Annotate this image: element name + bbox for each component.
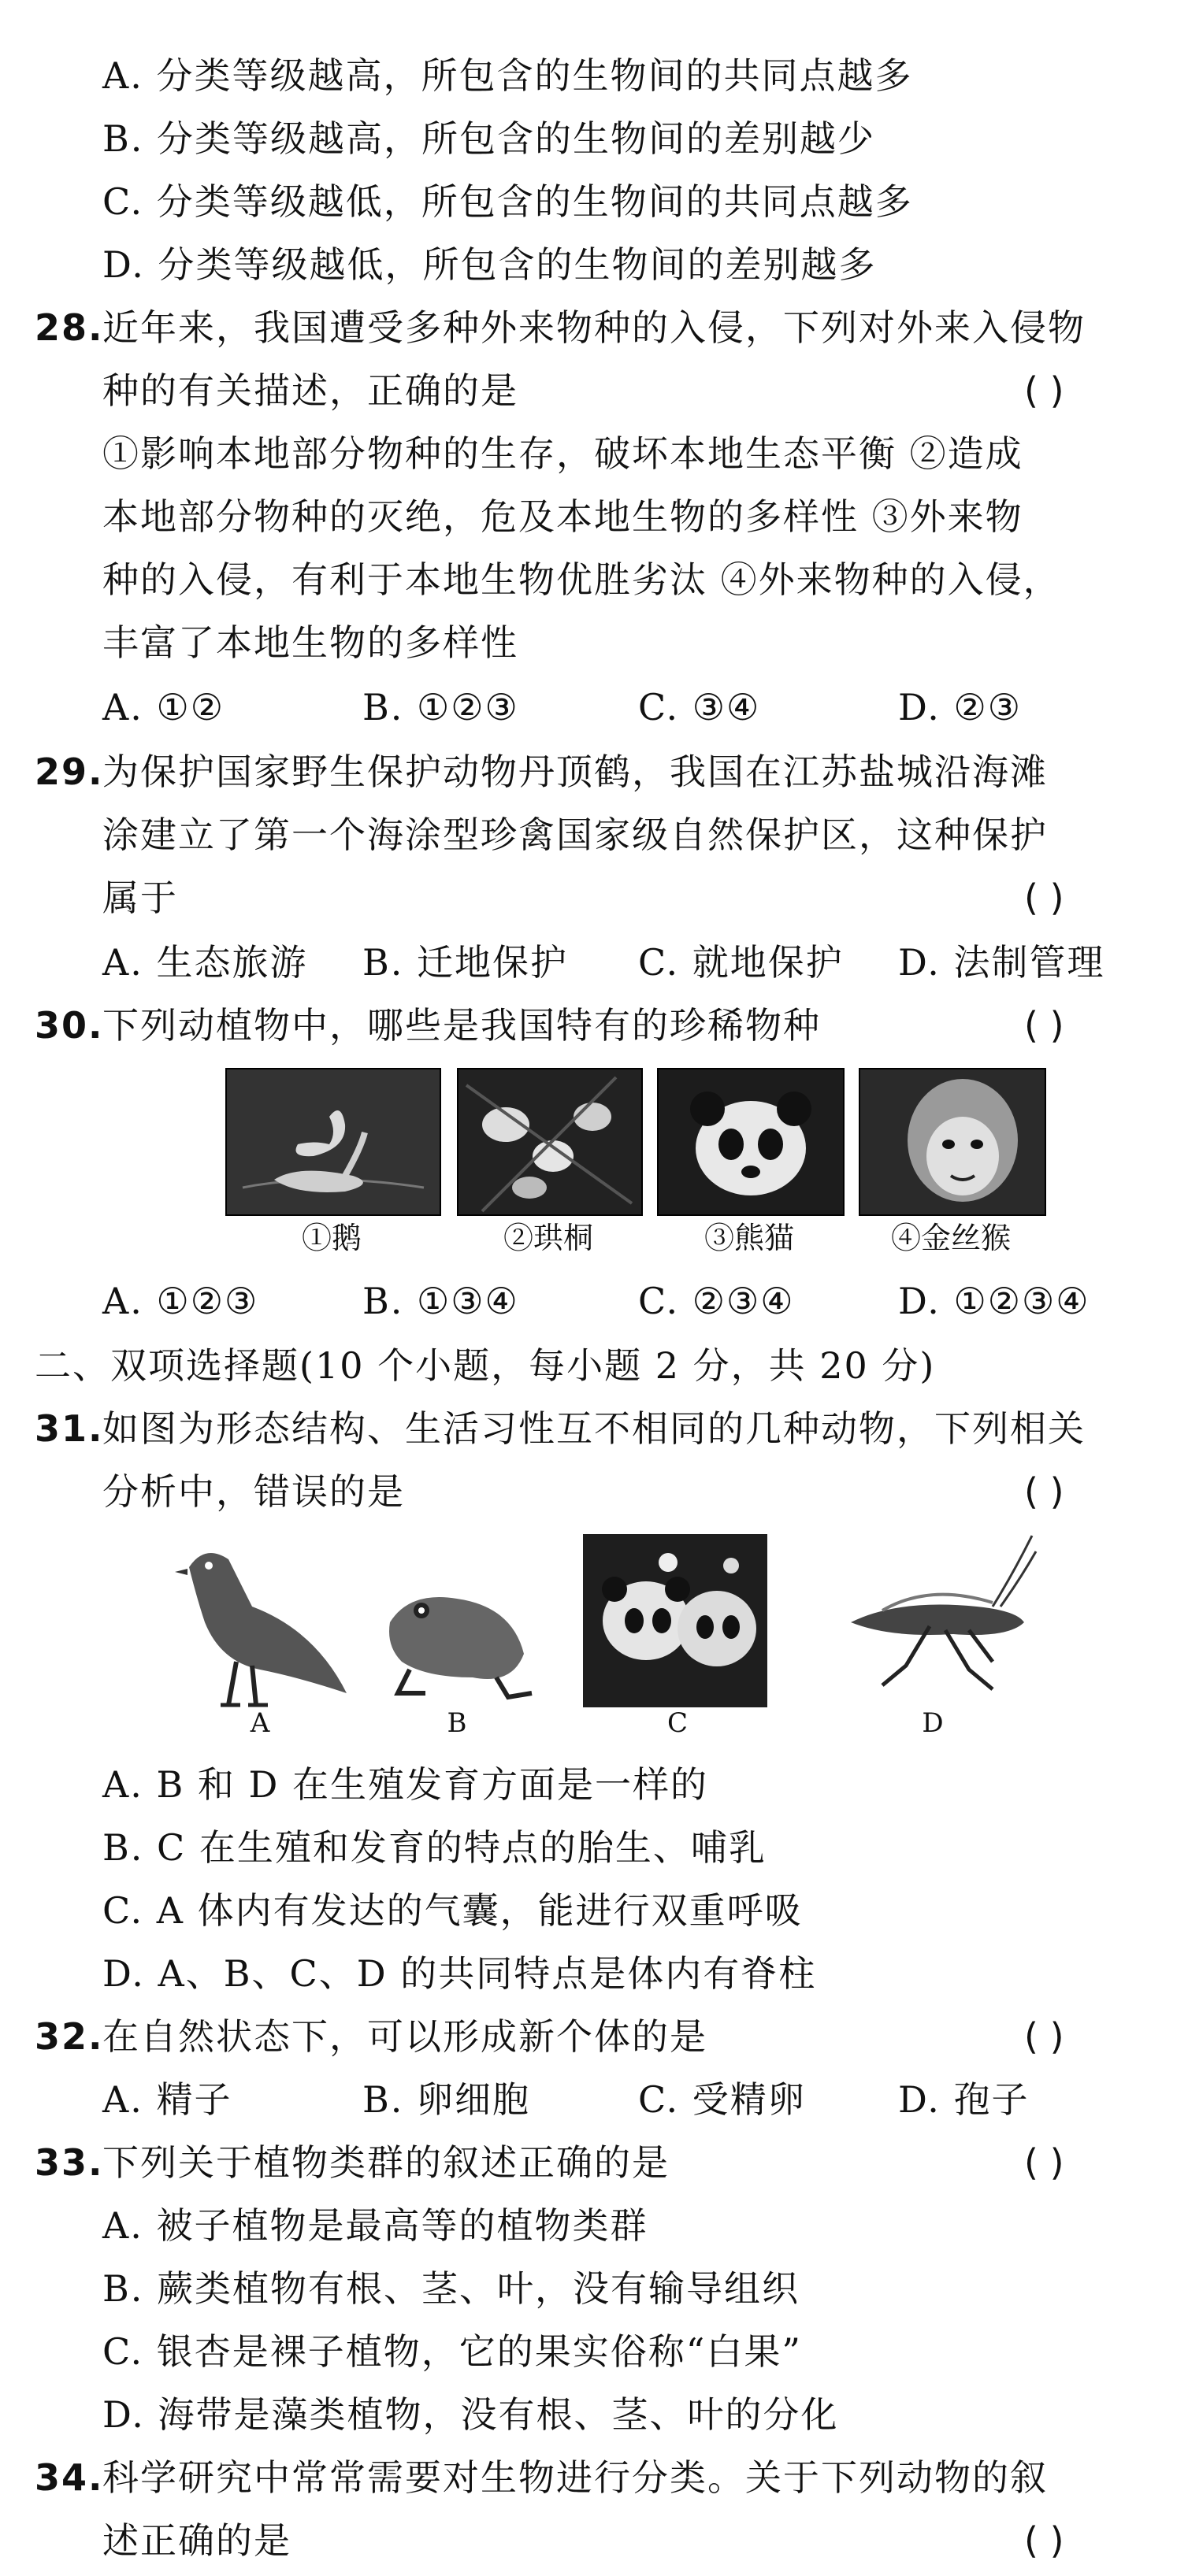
- grasshopper-drawing: [835, 1528, 1040, 1701]
- section-2-header: 二、双项选择题(10 个小题，每小题 2 分，共 20 分): [35, 1344, 936, 1387]
- q29-number: 29.: [35, 751, 104, 793]
- q31-option-d: D. A、B、C、D 的共同特点是体内有脊柱: [102, 1952, 817, 1995]
- q28-option-a: A. ①②: [102, 686, 225, 728]
- q30-option-a: A. ①②③: [102, 1280, 259, 1322]
- q34-number: 34.: [35, 2456, 104, 2499]
- panda-drawing: [583, 1534, 767, 1707]
- q30-number: 30.: [35, 1004, 104, 1047]
- q33-answer-bracket: ( ): [1024, 2141, 1064, 2184]
- q29-option-a: A. 生态旅游: [102, 941, 308, 984]
- q31-line-1: 如图为形态结构、生活习性互不相同的几种动物，下列相关: [102, 1407, 1086, 1450]
- q28-answer-bracket: ( ): [1024, 369, 1064, 412]
- photo-caption-3: ③熊猫: [704, 1221, 794, 1255]
- q30-text: 下列动植物中，哪些是我国特有的珍稀物种: [102, 1004, 821, 1047]
- q30-option-c: C. ②③④: [638, 1280, 795, 1322]
- q32-number: 32.: [35, 2015, 104, 2058]
- q28-line-2: 种的有关描述，正确的是: [102, 369, 518, 412]
- q28-line-6: 丰富了本地生物的多样性: [102, 621, 518, 664]
- q33-option-b: B. 蕨类植物有根、茎、叶，没有输导组织: [102, 2267, 800, 2310]
- q28-option-b: B. ①②③: [362, 686, 519, 728]
- q30-answer-bracket: ( ): [1024, 1004, 1064, 1047]
- q33-text: 下列关于植物类群的叙述正确的是: [102, 2141, 670, 2184]
- dove-tree-photo: [457, 1068, 643, 1216]
- q30-option-d: D. ①②③④: [898, 1280, 1090, 1322]
- q29-line-2: 涂建立了第一个海涂型珍禽国家级自然保护区，这种保护: [102, 814, 1048, 856]
- q31-option-c: C. A 体内有发达的气囊，能进行双重呼吸: [102, 1889, 803, 1932]
- q32-option-a: A. 精子: [102, 2078, 232, 2121]
- q32-text: 在自然状态下，可以形成新个体的是: [102, 2015, 707, 2058]
- q28-line-3: ①影响本地部分物种的生存，破坏本地生态平衡 ②造成: [102, 432, 1023, 475]
- q31-line-2: 分析中，错误的是: [102, 1470, 405, 1513]
- pigeon-drawing: [165, 1536, 355, 1717]
- q27-option-b: B. 分类等级越高，所包含的生物间的差别越少: [102, 117, 876, 160]
- q29-line-3: 属于: [102, 877, 178, 919]
- q32-option-d: D. 孢子: [898, 2078, 1030, 2121]
- q29-option-b: B. 迁地保护: [362, 941, 569, 984]
- q34-line-2: 述正确的是: [102, 2519, 291, 2562]
- q28-option-c: C. ③④: [638, 686, 761, 728]
- q33-option-d: D. 海带是藻类植物，没有根、茎、叶的分化: [102, 2393, 839, 2436]
- q28-number: 28.: [35, 306, 104, 349]
- q29-line-1: 为保护国家野生保护动物丹顶鹤，我国在江苏盐城沿海滩: [102, 751, 1048, 793]
- animal-label-b: B: [447, 1707, 467, 1739]
- animal-label-a: A: [250, 1707, 270, 1739]
- q31-answer-bracket: ( ): [1024, 1470, 1064, 1513]
- panda-photo: [657, 1068, 845, 1216]
- frog-drawing: [378, 1567, 536, 1701]
- q31-option-a: A. B 和 D 在生殖发育方面是一样的: [102, 1763, 709, 1806]
- q32-option-b: B. 卵细胞: [362, 2078, 531, 2121]
- q28-line-5: 种的入侵，有利于本地生物优胜劣汰 ④外来物种的入侵，: [102, 558, 1061, 601]
- q28-line-1: 近年来，我国遭受多种外来物种的入侵，下列对外来入侵物: [102, 306, 1086, 349]
- animal-label-c: C: [666, 1707, 688, 1739]
- q31-option-b: B. C 在生殖和发育的特点的胎生、哺乳: [102, 1826, 767, 1869]
- q29-answer-bracket: ( ): [1024, 877, 1064, 919]
- q32-option-c: C. 受精卵: [638, 2078, 806, 2121]
- golden-monkey-photo: [859, 1068, 1046, 1216]
- q28-option-d: D. ②③: [898, 686, 1022, 728]
- q27-option-c: C. 分类等级越低，所包含的生物间的共同点越多: [102, 180, 913, 223]
- q29-option-d: D. 法制管理: [898, 941, 1105, 984]
- q28-line-4: 本地部分物种的灭绝，危及本地生物的多样性 ③外来物: [102, 495, 1023, 538]
- q34-answer-bracket: ( ): [1024, 2519, 1064, 2562]
- q33-option-c: C. 银杏是裸子植物，它的果实俗称“白果”: [102, 2330, 802, 2373]
- q29-option-c: C. 就地保护: [638, 941, 844, 984]
- photo-caption-1: ①鹅: [301, 1221, 362, 1255]
- q27-option-a: A. 分类等级越高，所包含的生物间的共同点越多: [102, 54, 913, 97]
- q30-option-b: B. ①③④: [362, 1280, 519, 1322]
- swan-photo: [225, 1068, 441, 1216]
- q27-option-d: D. 分类等级越低，所包含的生物间的差别越多: [102, 243, 877, 286]
- q33-number: 33.: [35, 2141, 104, 2184]
- q32-answer-bracket: ( ): [1024, 2015, 1064, 2058]
- animal-label-d: D: [922, 1707, 944, 1739]
- q31-number: 31.: [35, 1407, 104, 1450]
- photo-caption-2: ②珙桐: [503, 1221, 593, 1255]
- q34-line-1: 科学研究中常常需要对生物进行分类。关于下列动物的叙: [102, 2456, 1048, 2499]
- photo-caption-4: ④金丝猴: [890, 1221, 1011, 1255]
- q33-option-a: A. 被子植物是最高等的植物类群: [102, 2204, 648, 2247]
